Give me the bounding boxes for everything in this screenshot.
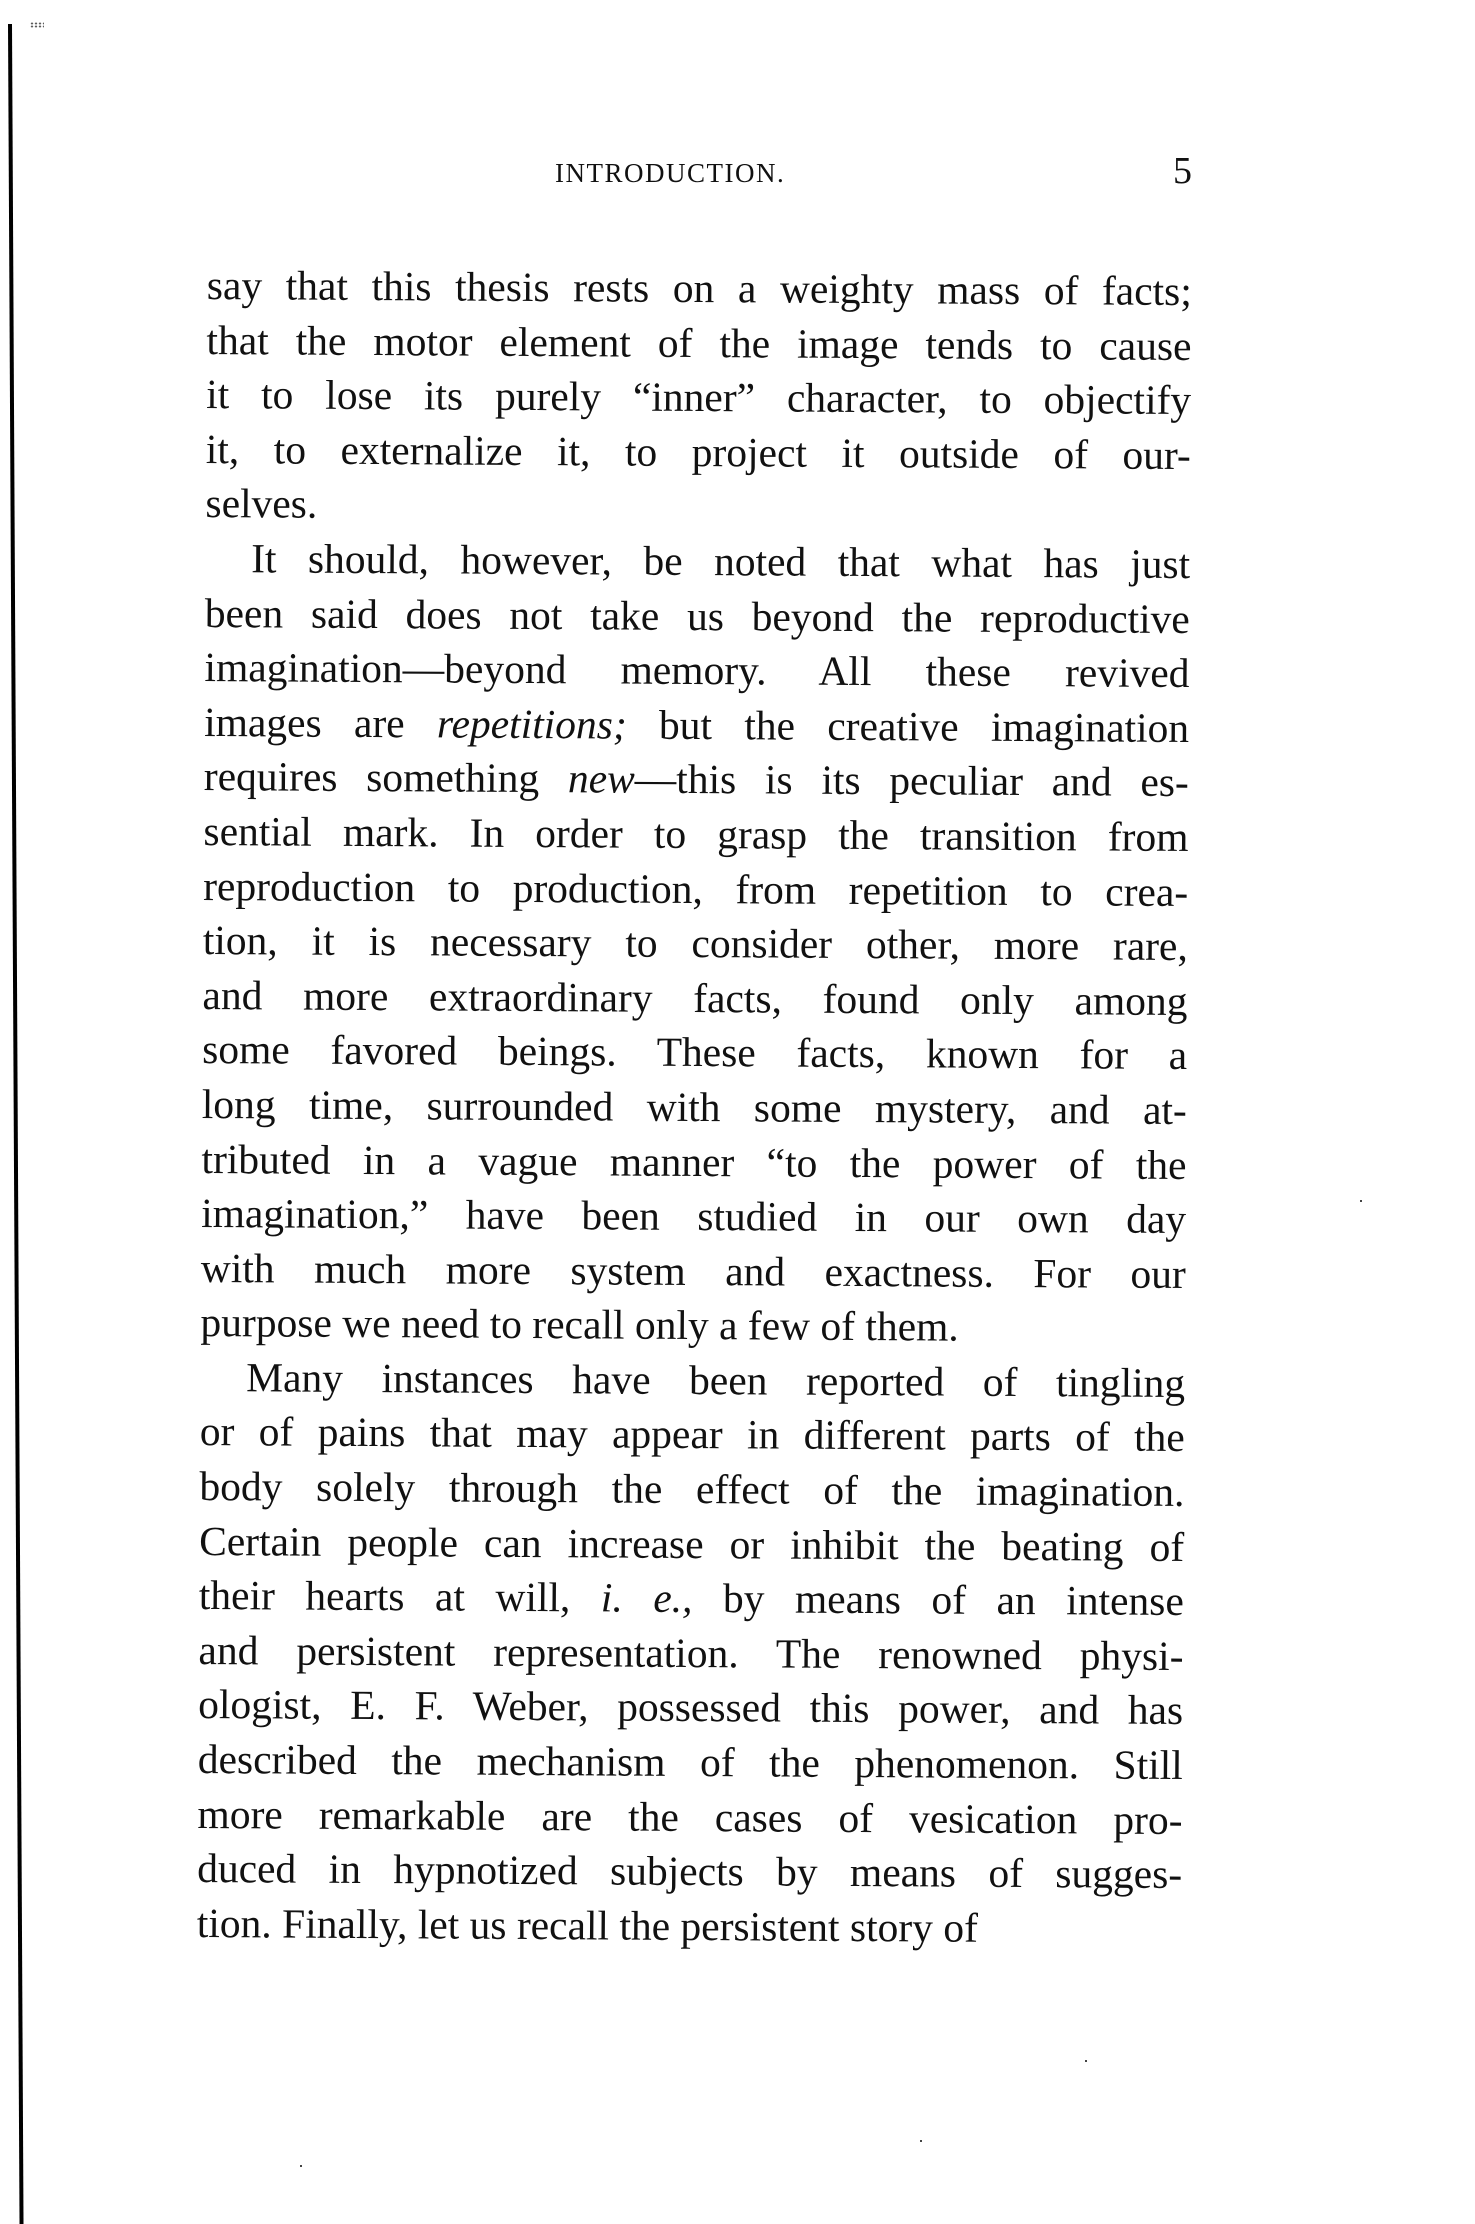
text-line: their hearts at will, i. e., by means of an intense [198, 1572, 1184, 1625]
paragraph [205, 258, 1192, 537]
running-head [207, 152, 1192, 192]
text-line: duced in hypnotized subjects by means of sugges- [197, 1845, 1183, 1898]
text-line: that the motor element of the image tends to cause [206, 316, 1192, 369]
text-line: with much more system and exactness. For our [200, 1244, 1186, 1297]
text-line: purpose we need to recall only a few of them. [200, 1299, 959, 1350]
italic-emphasis: repetitions; [436, 700, 627, 748]
text-line: or of pains that may appear in different parts of the [199, 1408, 1185, 1461]
text-line: it, to externalize it, to project it outside of our- [205, 425, 1191, 478]
page-number: 5 [1173, 150, 1192, 192]
paragraph [197, 1350, 1186, 1957]
text-line: tion, it is necessary to consider other, more rare, [202, 917, 1188, 970]
text-line: it to lose its purely “inner” character, to objectify [206, 371, 1192, 424]
text-line: reproduction to production, from repetition to crea- [203, 862, 1189, 915]
page-binding-edge [8, 24, 24, 2224]
text-line: images are repetitions; but the creative imagination [204, 698, 1190, 751]
running-title: INTRODUCTION. [555, 158, 786, 188]
text-line: imagination—beyond memory. All these revived [204, 644, 1190, 697]
text-line: more remarkable are the cases of vesication pro- [197, 1790, 1183, 1843]
scan-speck [300, 2165, 302, 2167]
text-line: tributed in a vague manner “to the power of the [201, 1135, 1187, 1188]
text-line: It should, however, be noted that what has just [251, 535, 1191, 587]
text-line: selves. [205, 480, 318, 528]
text-line: ologist, E. F. Weber, possessed this power, and has [198, 1681, 1184, 1734]
scan-speck [1085, 2060, 1087, 2062]
body-text [197, 258, 1192, 1956]
italic-emphasis: i. e., [600, 1574, 693, 1622]
text-line: long time, surrounded with some mystery, and at- [201, 1080, 1187, 1133]
text-line: sential mark. In order to grasp the transition from [203, 807, 1189, 860]
text-line: requires something new—this is its peculiar and es- [203, 753, 1189, 806]
text-line: some favored beings. These facts, known for a [202, 1026, 1188, 1079]
text-line: Certain people can increase or inhibit the beating of [199, 1517, 1185, 1570]
text-line: say that this thesis rests on a weighty mass of facts; [206, 261, 1192, 315]
paragraph [200, 531, 1190, 1356]
scan-speck [30, 22, 44, 28]
italic-emphasis: new [567, 755, 635, 802]
text-line: imagination,” have been studied in our own day [201, 1190, 1187, 1243]
text-line: described the mechanism of the phenomenon. Still [197, 1736, 1183, 1789]
text-line: tion. Finally, let us recall the persistent story of [196, 1899, 979, 1951]
scan-speck [920, 2140, 922, 2142]
text-line: Many instances have been reported of tingling [246, 1354, 1186, 1406]
text-line: and persistent representation. The renowned physi- [198, 1626, 1184, 1679]
scan-speck [1360, 1200, 1362, 1202]
text-line: body solely through the effect of the imagination. [199, 1463, 1185, 1516]
text-line: been said does not take us beyond the reproductive [204, 589, 1190, 642]
text-line: and more extraordinary facts, found only among [202, 971, 1188, 1024]
